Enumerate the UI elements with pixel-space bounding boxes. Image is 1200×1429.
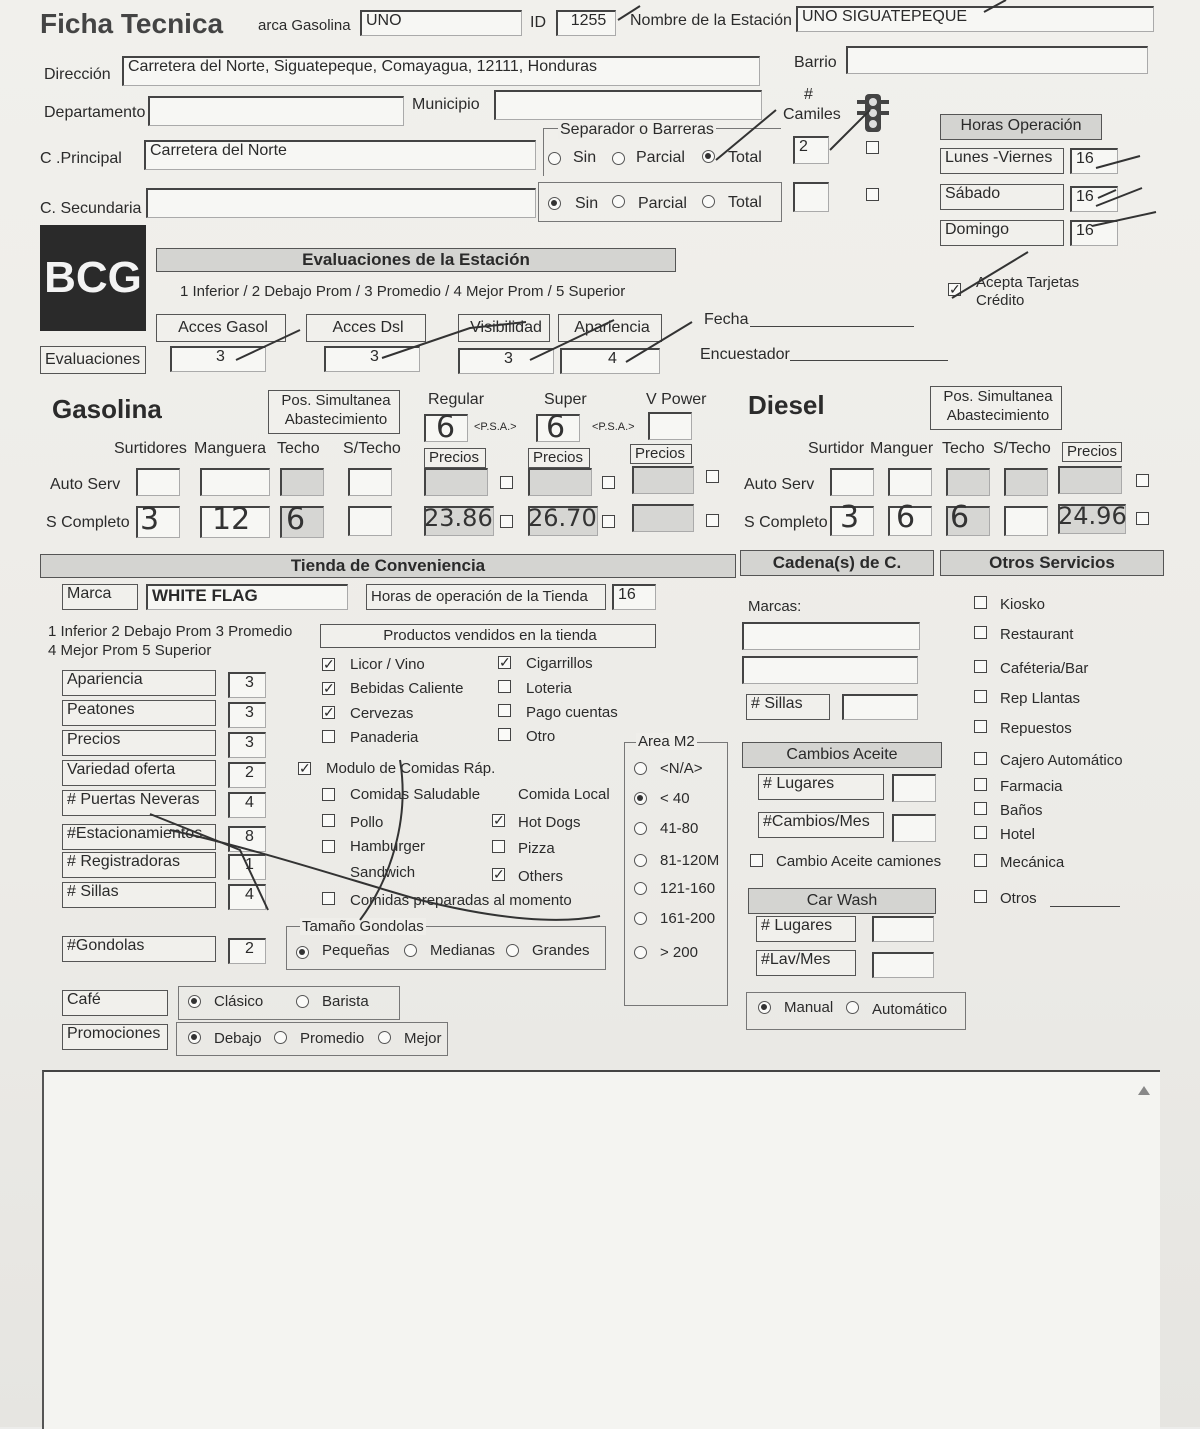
area-title: Area M2 <box>638 733 695 750</box>
otros-servicio-label: Farmacia <box>1000 778 1063 795</box>
eval-apariencia-field[interactable]: 4 <box>560 348 660 374</box>
licor-check[interactable]: ✓ <box>323 656 335 672</box>
diesel-title: Diesel <box>748 390 825 420</box>
area-option-label: 41-80 <box>660 820 699 837</box>
gas-precios-vpower-label: Precios <box>630 444 692 464</box>
gas-col-stecho: S/Techo <box>343 440 401 457</box>
camiones-label: Cambio Aceite camiones <box>776 853 942 870</box>
gas-sc-surtidores-value: 3 <box>140 502 160 537</box>
nombre-estacion-label: Nombre de la Estación <box>630 12 792 29</box>
area-option-label: 161-200 <box>660 910 716 927</box>
tienda-horas-label: Horas de operación de la Tienda <box>366 584 606 610</box>
otros-servicio-label: Repuestos <box>1000 720 1072 737</box>
c-secundaria-label: C. Secundaria <box>40 200 142 217</box>
diesel-sc-manguer-value: 6 <box>896 500 916 535</box>
rating-label: # Sillas <box>62 882 216 908</box>
tamano-grandes-label: Grandes <box>532 942 590 959</box>
cambios-aceite-header: Cambios Aceite <box>742 742 942 768</box>
gas-precios-super-label: Precios <box>528 448 590 468</box>
horas-operacion-header: Horas Operación <box>940 114 1102 140</box>
otros-servicio-label: Cajero Automático <box>1000 752 1123 769</box>
gas-col-surtidores: Surtidores <box>114 440 187 457</box>
tienda-header: Tienda de Conveniencia <box>40 554 736 578</box>
bebidas-label: Bebidas Caliente <box>350 680 464 697</box>
acepta-tarjetas-label: Acepta Tarjetas Crédito <box>976 274 1080 309</box>
gasolina-pos-sim: Pos. Simultanea Abastecimiento <box>268 390 400 434</box>
otros-servicio-label: Restaurant <box>1000 626 1074 643</box>
otros-servicio-label: Baños <box>1000 802 1043 819</box>
carwash-lugares-label: # Lugares <box>756 916 856 942</box>
otro-label: Otro <box>526 728 556 745</box>
cervezas-check[interactable]: ✓ <box>323 704 335 720</box>
form-title: Ficha Tecnica <box>40 8 224 39</box>
tienda-marca-field[interactable]: WHITE FLAG <box>146 584 348 610</box>
rating-label: #Gondolas <box>62 936 216 962</box>
diesel-sc-techo-value: 6 <box>950 500 970 535</box>
gas-price-super: 26.70 <box>528 504 597 532</box>
cadena-sillas-label: # Sillas <box>746 694 830 720</box>
evaluaciones-scale: 1 Inferior / 2 Debajo Prom / 3 Promedio / 4 Mejor Prom / 5 Superior <box>180 283 626 300</box>
gas-price-regular: 23.86 <box>424 504 493 532</box>
rating-field[interactable]: 3 <box>228 702 266 728</box>
diesel-col-manguer: Manguer <box>870 440 934 457</box>
diesel-col-stecho: S/Techo <box>993 440 1051 457</box>
sep2-total-label: Total <box>728 194 762 211</box>
nombre-estacion-field[interactable]: UNO SIGUATEPEQUE <box>796 6 1154 32</box>
regular-psa-value: 6 <box>436 410 456 445</box>
hot-dogs-label: Hot Dogs <box>518 814 581 831</box>
carwash-manual-label: Manual <box>784 999 834 1016</box>
horas-lunes-label: Lunes -Viernes <box>940 148 1064 174</box>
cafe-label: Café <box>62 990 168 1016</box>
sep2-parcial-label: Parcial <box>638 195 687 212</box>
sep1-sin-label: Sin <box>573 149 597 166</box>
eval-apariencia-label: Apariencia <box>558 314 662 342</box>
tienda-scale-2: 4 Mejor Prom 5 Superior <box>48 642 212 659</box>
pizza-label: Pizza <box>518 840 555 857</box>
eval-acces-dsl-field[interactable]: 3 <box>324 346 420 372</box>
psa-label-2: <P.S.A.> <box>592 421 635 433</box>
promociones-label: Promociones <box>62 1024 168 1050</box>
eval-visibilidad-field[interactable]: 3 <box>458 348 554 374</box>
acepta-tarjetas-check[interactable]: ✓ <box>949 281 961 297</box>
gas-col-techo: Techo <box>277 440 320 457</box>
direccion-field[interactable]: Carretera del Norte, Siguatepeque, Comayagua, 12111, Honduras <box>122 56 760 86</box>
loteria-label: Loteria <box>526 680 572 697</box>
gas-sc-manguera-value: 12 <box>212 502 251 537</box>
horas-domingo-label: Domingo <box>940 220 1064 246</box>
comida-local-label: Comida Local <box>518 786 610 803</box>
tienda-horas-field[interactable]: 16 <box>612 584 656 610</box>
rating-label: # Registradoras <box>62 852 216 878</box>
rating-label: # Puertas Neveras <box>62 790 216 816</box>
modulo-comidas-check[interactable]: ✓ <box>299 760 311 776</box>
rating-label: Precios <box>62 730 216 756</box>
sep2-sin-label: Sin <box>575 195 599 212</box>
rating-label: Apariencia <box>62 670 216 696</box>
otros-servicio-label: Otros <box>1000 890 1037 907</box>
camiles-hash: # <box>804 86 813 103</box>
eval-visibilidad-label: Visibilidad <box>458 314 550 342</box>
others-check[interactable]: ✓ <box>493 866 505 882</box>
marcas-label: Marcas: <box>748 598 802 615</box>
rating-field[interactable]: 2 <box>228 938 266 964</box>
diesel-s-completo-label: S Completo <box>744 514 828 531</box>
eval-acces-dsl-label: Acces Dsl <box>306 314 426 342</box>
carwash-lav-label: #Lav/Mes <box>756 950 856 976</box>
diesel-pos-sim: Pos. Simultanea Abastecimiento <box>930 386 1062 430</box>
tamano-medianas-label: Medianas <box>430 942 496 959</box>
super-psa-value: 6 <box>546 410 566 445</box>
evaluaciones-header: Evaluaciones de la Estación <box>156 248 676 272</box>
diesel-precios-label: Precios <box>1062 442 1122 462</box>
rating-label: Peatones <box>62 700 216 726</box>
tienda-marca-label: Marca <box>62 584 138 610</box>
modulo-comidas-label: Modulo de Comidas Ráp. <box>326 760 496 777</box>
otros-servicio-label: Mecánica <box>1000 854 1065 871</box>
tamano-pequenas-label: Pequeñas <box>322 942 390 959</box>
vpower-label: V Power <box>646 391 707 408</box>
cigarrillos-check[interactable]: ✓ <box>499 654 511 670</box>
gas-col-manguera: Manguera <box>194 440 267 457</box>
sep1-total-label: Total <box>728 149 762 166</box>
tamano-title: Tamaño Gondolas <box>302 918 424 935</box>
eval-acces-gasol-field[interactable]: 3 <box>170 346 266 372</box>
productos-header: Productos vendidos en la tienda <box>320 624 656 648</box>
rating-label: #Estacionamientos <box>62 824 216 850</box>
sandwich-label: Sandwich <box>350 864 416 881</box>
gas-s-completo-label: S Completo <box>46 514 130 531</box>
rating-field[interactable]: 2 <box>228 762 266 788</box>
cigarrillos-label: Cigarrillos <box>526 655 593 672</box>
cambios-mes-label: #Cambios/Mes <box>758 812 884 838</box>
cervezas-label: Cervezas <box>350 705 414 722</box>
psa-label-1: <P.S.A.> <box>474 421 517 433</box>
horas-domingo-field[interactable]: 16 <box>1070 220 1118 246</box>
otros-servicio-label: Kiosko <box>1000 596 1046 613</box>
rating-field[interactable]: 1 <box>228 854 266 880</box>
municipio-label: Municipio <box>412 96 480 113</box>
horas-sabado-field[interactable]: 16 <box>1070 186 1118 212</box>
horas-sabado-label: Sábado <box>940 184 1064 210</box>
area-option-label: < 40 <box>660 790 690 807</box>
carwash-automatico-label: Automático <box>872 1001 948 1018</box>
bcg-logo: BCG <box>40 225 146 331</box>
otros-servicio-label: Rep Llantas <box>1000 690 1081 707</box>
super-label: Super <box>544 391 587 408</box>
diesel-col-surtidor: Surtidor <box>808 440 865 457</box>
id-label: ID <box>530 14 546 31</box>
sep1-parcial-label: Parcial <box>636 149 685 166</box>
regular-label: Regular <box>428 391 485 408</box>
hamburger-label: Hamburger <box>350 838 426 855</box>
camiles-label: Camiles <box>783 106 841 123</box>
area-option-label: > 200 <box>660 944 698 961</box>
tienda-scale-1: 1 Inferior 2 Debajo Prom 3 Promedio <box>48 623 293 640</box>
others-label: Others <box>518 868 564 885</box>
promo-promedio-label: Promedio <box>300 1030 365 1047</box>
c-principal-label: C .Principal <box>40 150 122 167</box>
area-option-label: 81-120M <box>660 852 720 869</box>
comidas-preparadas-label: Comidas preparadas al momento <box>350 892 572 909</box>
diesel-auto-serv-label: Auto Serv <box>744 476 815 493</box>
rating-field[interactable]: 8 <box>228 826 266 852</box>
barrio-label: Barrio <box>794 54 837 71</box>
cafe-clasico-label: Clásico <box>214 993 264 1010</box>
promo-mejor-label: Mejor <box>404 1030 442 1047</box>
promo-debajo-label: Debajo <box>214 1030 262 1047</box>
camiles-field-1[interactable]: 2 <box>793 136 829 164</box>
gasolina-title: Gasolina <box>52 394 162 424</box>
departamento-label: Departamento <box>44 104 146 121</box>
marca-gasolina-label: arca Gasolina <box>258 17 351 34</box>
gas-sc-techo-value: 6 <box>286 502 306 537</box>
eval-acces-gasol-label: Acces Gasol <box>156 314 286 342</box>
gas-precios-regular-label: Precios <box>424 448 486 468</box>
otros-servicio-label: Caféteria/Bar <box>1000 660 1089 677</box>
horas-lunes-field[interactable]: 16 <box>1070 148 1118 174</box>
rating-field[interactable]: 4 <box>228 792 266 818</box>
diesel-sc-surtidor-value: 3 <box>840 500 860 535</box>
fecha-label: Fecha <box>704 311 749 328</box>
hot-dogs-check[interactable]: ✓ <box>493 812 505 828</box>
c-principal-field[interactable]: Carretera del Norte <box>144 140 536 170</box>
pollo-label: Pollo <box>350 814 384 831</box>
separador-title: Separador o Barreras <box>560 121 714 138</box>
area-option-label: 121-160 <box>660 880 716 897</box>
cambios-lugares-label: # Lugares <box>758 774 884 800</box>
id-field[interactable]: 1255 <box>556 10 616 36</box>
panaderia-label: Panaderia <box>350 729 419 746</box>
rating-field[interactable]: 3 <box>228 672 266 698</box>
cafe-barista-label: Barista <box>322 993 369 1010</box>
otros-servicio-label: Hotel <box>1000 826 1036 843</box>
otros-servicios-header: Otros Servicios <box>940 550 1164 576</box>
car-wash-header: Car Wash <box>748 888 936 914</box>
licor-label: Licor / Vino <box>350 656 425 673</box>
comidas-saludable-label: Comidas Saludable <box>350 786 481 803</box>
diesel-col-techo: Techo <box>942 440 985 457</box>
bebidas-check[interactable]: ✓ <box>323 680 335 696</box>
pago-cuentas-label: Pago cuentas <box>526 704 618 721</box>
marca-gasolina-field[interactable]: UNO <box>360 10 522 36</box>
cadena-header: Cadena(s) de C. <box>740 550 934 576</box>
gas-auto-serv-label: Auto Serv <box>50 476 121 493</box>
encuestador-label: Encuestador <box>700 346 790 363</box>
area-option-label: <N/A> <box>660 760 703 777</box>
rating-field[interactable]: 4 <box>228 884 266 910</box>
rating-field[interactable]: 3 <box>228 732 266 758</box>
diesel-price: 24.96 <box>1058 502 1127 530</box>
direccion-label: Dirección <box>44 66 111 83</box>
evaluaciones-button[interactable]: Evaluaciones <box>40 346 146 374</box>
rating-label: Variedad oferta <box>62 760 216 786</box>
